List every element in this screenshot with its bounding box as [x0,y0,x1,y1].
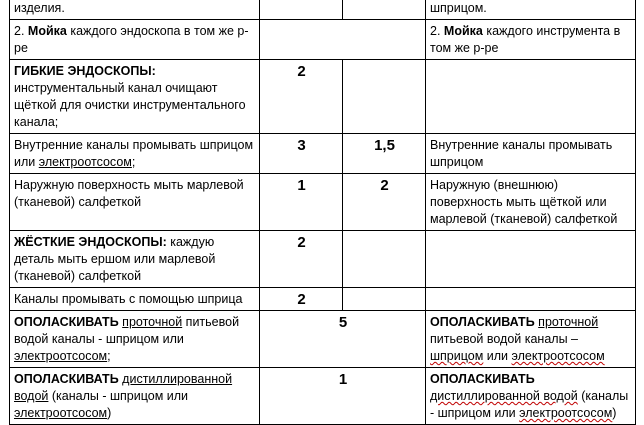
cell-left [10,60,260,134]
cell-num [343,231,426,288]
underlined-text: проточной [122,315,183,329]
table-row [10,174,636,231]
cell-num: 1 [260,174,343,231]
spellcheck-text: электроотсосом [519,406,613,420]
cell-text: (каналы - шприцом или [51,389,189,403]
cell-num [343,288,426,311]
step-title: Мойка [27,24,67,38]
cell-num: 1 [260,368,426,425]
cell-num [260,20,426,60]
disinfection-table [9,0,636,425]
cell-right [426,311,636,368]
cell-left [10,231,260,288]
step-number: 2. [14,24,25,38]
cell-right [426,288,636,311]
cell-text: изделия. [14,1,65,15]
cell-text: Внутренние каналы промывать шприцом или [14,138,254,169]
cell-right [426,368,636,425]
cell-right [426,20,636,60]
cell-text: или [486,349,509,363]
section-heading: ЖЁСТКИЕ ЭНДОСКОПЫ: [14,235,167,249]
cell-num [343,60,426,134]
cell-text: питьевой водой каналы – [430,332,578,346]
table-row [10,134,636,174]
cell-num: 2 [260,288,343,311]
cell-num: 5 [260,311,426,368]
cell-right [426,231,636,288]
spellcheck-text: дистиллированной водой [430,389,578,403]
cell-text: ; [131,155,136,169]
cell-right [426,60,636,134]
table-row [10,368,636,425]
cell-right: Внутренние каналы промывать шприцом [426,134,636,174]
step-title: ОПОЛАСКИВАТЬ [430,372,535,386]
table-row [10,288,636,311]
cell-text: ; [107,349,111,363]
cell-text: шприцом. [430,1,487,15]
step-title: ОПОЛАСКИВАТЬ [430,315,535,329]
table-row [10,231,636,288]
step-title: ОПОЛАСКИВАТЬ [14,372,119,386]
cell-left [10,20,260,60]
spellcheck-text: шприцом [430,349,484,363]
cell-text: питьевой водой каналы - шприцом или [14,315,240,346]
cell-text: ) [612,406,617,420]
cell-num [260,0,343,20]
cell-num: 2 [343,174,426,231]
table-row [10,60,636,134]
cell-text: (каналы - шприцом или [430,389,629,420]
underlined-text: дистиллированной водой [14,372,233,403]
cell-num: 2 [260,60,343,134]
step-title: ОПОЛАСКИВАТЬ [14,315,119,329]
cell-text: инструментальный канал очищают щёткой для очистки инструментального канала; [14,81,246,129]
cell-left: Наружную поверхность мыть марлевой (тканевой) салфеткой [10,174,260,231]
cell-text: каждого эндоскопа в том же р-ре [14,24,249,55]
cell-num: 1,5 [343,134,426,174]
cell-right [426,0,636,20]
cell-num: 3 [260,134,343,174]
cell-text: ) [107,406,112,420]
cell-text: каждую деталь мыть ершом или марлевой (тканевой) салфеткой [14,235,216,283]
cell-left [10,134,260,174]
cell-left [10,311,260,368]
underlined-text: электроотсосом [38,155,132,169]
underlined-text: проточной [538,315,599,329]
step-title: Мойка [443,24,483,38]
cell-num [343,0,426,20]
step-number: 2. [430,24,441,38]
table-row [10,0,636,20]
cell-left [10,0,260,20]
cell-text: каждого инструмента в том же р-ре [430,24,621,55]
cell-left: Каналы промывать с помощью шприца [10,288,260,311]
table-row [10,311,636,368]
underlined-text: электроотсосом [14,406,108,420]
underlined-text: электроотсосом [14,349,108,363]
cell-num: 2 [260,231,343,288]
cell-left [10,368,260,425]
spellcheck-text: электроотсосом [511,349,605,363]
cell-right: Наружную (внешнюю) поверхность мыть щёткой или марлевой (тканевой) салфеткой [426,174,636,231]
section-heading: ГИБКИЕ ЭНДОСКОПЫ: [14,64,156,78]
table-row [10,20,636,60]
